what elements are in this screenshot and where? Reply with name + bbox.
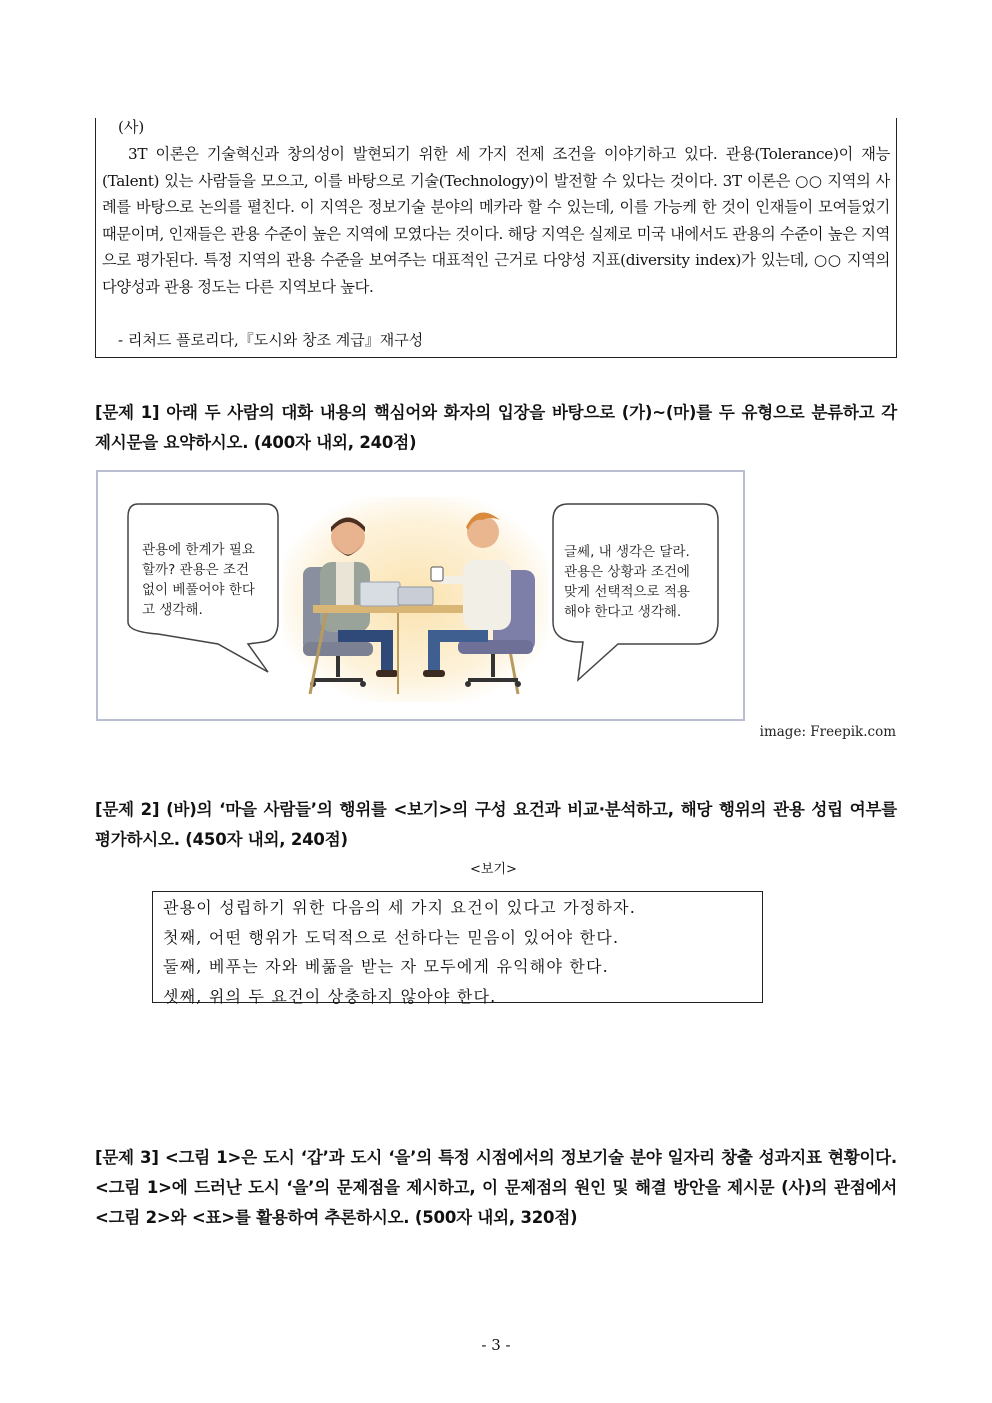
bogi-line: 둘째, 베푸는 자와 베풂을 받는 자 모두에게 유익해야 한다.	[163, 957, 609, 976]
right-bubble-line-1: 글쎄, 내 생각은 달라.	[564, 544, 690, 560]
bogi-line: 관용이 성립하기 위한 다음의 세 가지 요건이 있다고 가정하자.	[163, 898, 636, 917]
image-credit: image: Freepik.com	[759, 724, 896, 740]
right-laptop	[398, 587, 433, 605]
question-3: [문제 3] <그림 1>은 도시 ‘갑’과 도시 ‘을’의 특정 시점에서의 정보기술 분야 일자리 창출 성과지표 현황이다. <그림 1>에 드러난 도시 ‘을’의 문제점을 제시하고, 이 문제점의 원인 및 해결 방안을 제시문 (사)의 관점에서 <그림 2>와 <표>를 활용하여 추론하시오. (500자 내외, 320점)	[95, 1148, 897, 1227]
page-number: - 3 -	[481, 1336, 511, 1354]
passage-label: (사)	[118, 118, 145, 136]
bogi-line: 첫째, 어떤 행위가 도덕적으로 선하다는 믿음이 있어야 한다.	[163, 927, 620, 947]
coffee-cup-icon	[431, 567, 443, 581]
right-bubble-line-3: 맞게 선택적으로 적용	[564, 584, 690, 600]
right-bubble-line-4: 해야 한다고 생각해.	[564, 604, 682, 620]
left-laptop	[360, 582, 400, 606]
right-bubble-line-2: 관용은 상황과 조건에	[564, 564, 690, 580]
illustration-svg	[98, 472, 743, 719]
question-1: [문제 1] 아래 두 사람의 대화 내용의 핵심어와 화자의 입장을 바탕으로 (가)~(마)를 두 유형으로 분류하고 각 제시문을 요약하시오. (400자 내외, 240점)	[95, 403, 897, 452]
dialogue-illustration	[96, 470, 745, 721]
left-bubble-line-1: 관용에 한계가 필요	[142, 542, 255, 558]
bogi-title: <보기>	[470, 862, 517, 877]
passage-body: 3T 이론은 기술혁신과 창의성이 발현되기 위한 세 가지 전제 조건을 이야기하고 있다. 관용(Tolerance)이 재능(Talent) 있는 사람들을 모으고, 이를 바탕으로 기술(Technology)이 발전할 수 있다는 것이다. 3T 이론은 ○○ 지역의 사례를 바탕으로 논의를 펼친다. 이 지역은 정보기술 분야의 메카라 할 수 있는데, 이를 가능케 한 것이 인재들이 모여들었기 때문이며, 인재들은 관용 수준이 높은 지역에 모였다는 것이다. 해당 지역은 실제로 미국 내에서도 관용의 수준이 높은 지역으로 평가된다. 특정 지역의 관용 수준을 보여주는 대표적인 근거로 다양성 지표(diversity index)가 있는데, ○○ 지역의 다양성과 관용 정도는 다른 지역보다 높다.	[102, 145, 890, 296]
bogi-box	[152, 891, 763, 1006]
bogi-line: 셋째, 위의 두 요건이 상충하지 않아야 한다.	[163, 986, 497, 1006]
left-bubble-line-3: 없이 베풀어야 한다	[142, 582, 255, 598]
left-bubble-line-4: 고 생각해.	[142, 602, 203, 618]
passage-source: - 리처드 플로리다,『도시와 창조 계급』재구성	[118, 331, 424, 349]
question-2: [문제 2] (바)의 ‘마을 사람들’의 행위를 <보기>의 구성 요건과 비교·분석하고, 해당 행위의 관용 성립 여부를 평가하시오. (450자 내외, 240점)	[95, 800, 897, 849]
left-bubble-line-2: 할까? 관용은 조건	[142, 562, 250, 578]
